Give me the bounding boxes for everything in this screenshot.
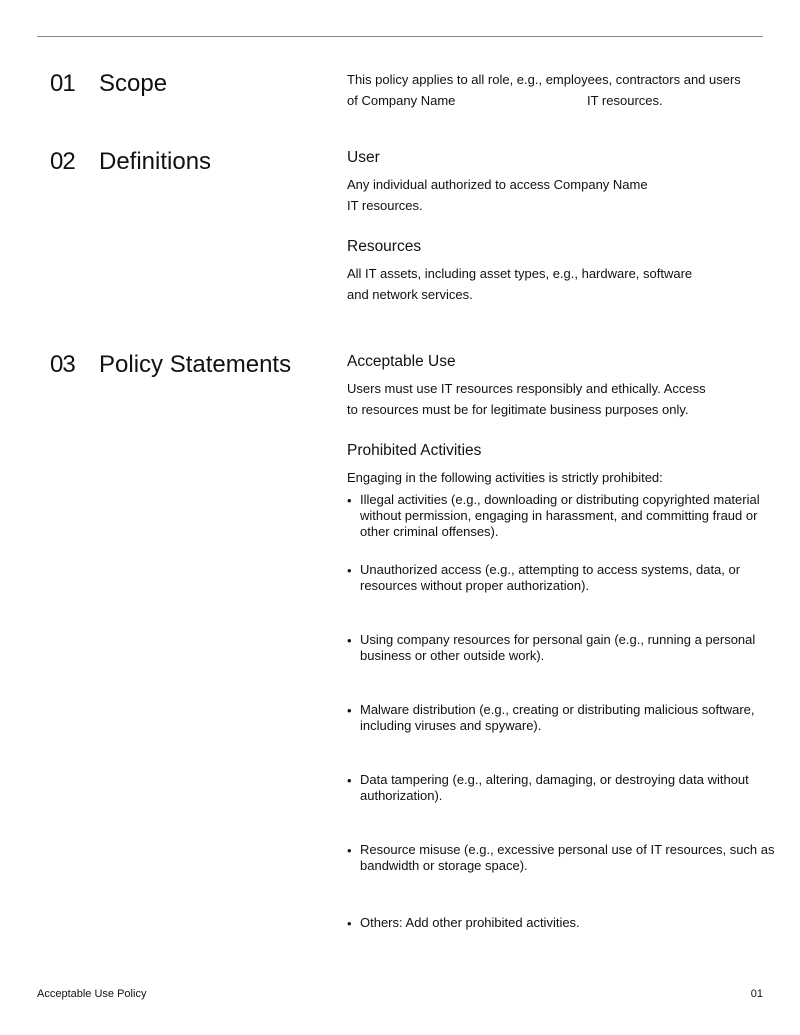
- list-item: [347, 702, 780, 734]
- acceptable-use-heading: Acceptable Use: [347, 353, 456, 370]
- section-heading-policy: [50, 351, 291, 379]
- list-item: [347, 842, 780, 874]
- list-item-text: Data tampering (e.g., altering, damaging, or destroying data without authorization).: [360, 772, 749, 803]
- section-title: Scope: [99, 70, 168, 97]
- text-line: All IT assets, including asset types, e.g., hardware, software: [347, 266, 693, 281]
- list-item: [347, 632, 780, 664]
- user-heading: User: [347, 149, 380, 166]
- bullet-icon: •: [347, 843, 352, 858]
- section-number: 03: [50, 351, 75, 378]
- resources-heading: Resources: [347, 238, 422, 255]
- text-line: and network services.: [347, 287, 473, 302]
- list-item-text: Malware distribution (e.g., creating or distributing malicious software, including viruses and spyware).: [360, 702, 755, 733]
- page-number: 01: [750, 988, 763, 1000]
- text-line: to resources must be for legitimate business purposes only.: [347, 402, 689, 417]
- section-heading-definitions: [50, 148, 211, 176]
- bullet-icon: •: [347, 493, 352, 508]
- bullet-icon: •: [347, 563, 352, 578]
- text-line: Users must use IT resources responsibly and ethically. Access: [347, 381, 706, 396]
- scope-line: This policy applies to all role, e.g., employees, contractors and users: [347, 72, 741, 87]
- scope-line: of Company Name: [347, 93, 456, 108]
- text-line: IT resources.: [347, 198, 423, 213]
- bullet-icon: •: [347, 773, 352, 788]
- list-item: [347, 915, 780, 931]
- list-item-text: Unauthorized access (e.g., attempting to access systems, data, or resources without proper authorization).: [360, 562, 741, 593]
- section-title: Policy Statements: [99, 351, 292, 378]
- list-item-text: Using company resources for personal gain (e.g., running a personal business or other outside work).: [360, 632, 756, 663]
- section-number: 01: [50, 70, 75, 97]
- list-item-text: Others: Add other prohibited activities.: [360, 915, 580, 930]
- scope-text: [347, 69, 741, 111]
- user-definition: [347, 174, 648, 216]
- scope-line: IT resources.: [587, 93, 663, 108]
- list-item: [347, 772, 780, 804]
- list-item: [347, 562, 780, 594]
- prohibited-heading: Prohibited Activities: [347, 442, 482, 459]
- footer-title: Acceptable Use Policy: [37, 988, 147, 1000]
- section-title: Definitions: [99, 148, 212, 175]
- section-heading-scope: [50, 70, 167, 98]
- bullet-icon: •: [347, 633, 352, 648]
- bullet-icon: •: [347, 703, 352, 718]
- section-number: 02: [50, 148, 75, 175]
- list-item-text: Illegal activities (e.g., downloading or distributing copyrighted material without permission, engaging in harassment, and committing fraud or other criminal offenses).: [360, 492, 760, 539]
- acceptable-use-text: [347, 378, 706, 420]
- text-line: Any individual authorized to access Company Name: [347, 177, 648, 192]
- prohibited-intro: Engaging in the following activities is strictly prohibited:: [347, 470, 663, 485]
- resources-definition: [347, 263, 692, 305]
- list-item-text: Resource misuse (e.g., excessive personal use of IT resources, such as bandwidth or storage space).: [360, 842, 775, 873]
- top-divider: [37, 36, 763, 37]
- list-item: [347, 492, 780, 540]
- bullet-icon: •: [347, 916, 352, 931]
